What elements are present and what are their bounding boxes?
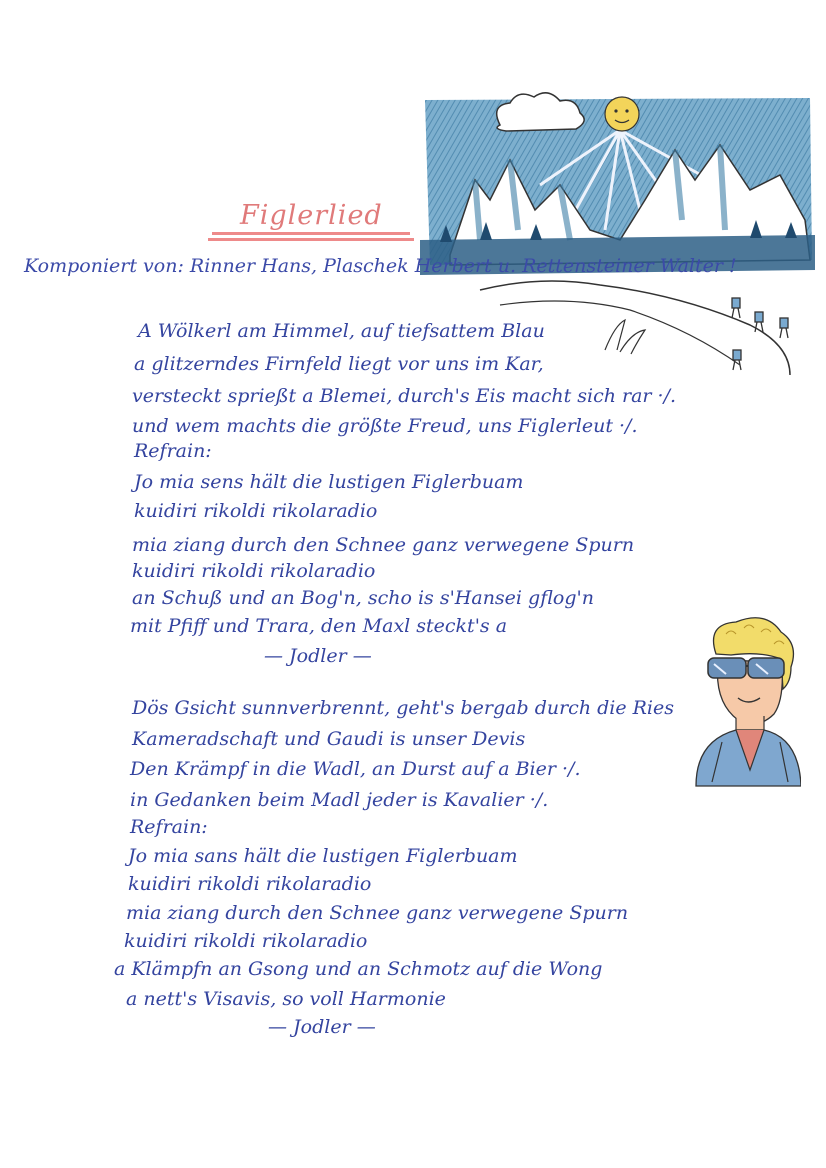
title-underline — [212, 232, 410, 235]
refrain2-line-5: a Klämpfn an Gsong und an Schmotz auf die Wong — [114, 958, 603, 980]
refrain1-line-1: Jo mia sens hält die lustigen Figlerbuam — [134, 471, 524, 493]
refrain2-line-4: kuidiri rikoldi rikolaradio — [124, 930, 368, 952]
verse1-line-2: a glitzerndes Firnfeld liegt vor uns im Kar, — [134, 353, 544, 375]
jodler-1: — Jodler — — [264, 645, 372, 667]
refrain1-line-4: kuidiri rikoldi rikolaradio — [132, 560, 376, 582]
verse2-line-1: Dös Gsicht sunnverbrennt, geht's bergab durch die Ries — [132, 697, 674, 719]
verse2-line-3: Den Krämpf in die Wadl, an Durst auf a Bier ·/. — [130, 758, 581, 780]
refrain1-line-3: mia ziang durch den Schnee ganz verwegene Spurn — [132, 534, 635, 556]
jodler-2: — Jodler — — [268, 1016, 376, 1038]
composers-line: Komponiert von: Rinner Hans, Plaschek Herbert u. Rettensteiner Walter ! — [24, 255, 737, 277]
refrain1-line-5: an Schuß und an Bog'n, scho is s'Hansei gflog'n — [132, 587, 594, 609]
refrain-label-2: Refrain: — [130, 816, 208, 838]
refrain1-line-2: kuidiri rikoldi rikolaradio — [134, 500, 378, 522]
title-underline-second — [208, 238, 414, 241]
mountain-illustration — [420, 90, 815, 390]
song-title: Figlerlied — [240, 200, 383, 231]
verse2-line-4: in Gedanken beim Madl jeder is Kavalier ·/. — [130, 789, 549, 811]
refrain2-line-6: a nett's Visavis, so voll Harmonie — [126, 988, 446, 1010]
refrain-label-1: Refrain: — [134, 440, 212, 462]
refrain2-line-3: mia ziang durch den Schnee ganz verwegene Spurn — [126, 902, 629, 924]
verse1-line-1: A Wölkerl am Himmel, auf tiefsattem Blau — [138, 320, 545, 342]
verse1-line-4: und wem machts die größte Freud, uns Figlerleut ·/. — [132, 415, 638, 437]
refrain2-line-1: Jo mia sans hält die lustigen Figlerbuam — [128, 845, 518, 867]
refrain1-line-6: mit Pfiff und Trara, den Maxl steckt's a — [130, 615, 508, 637]
verse1-line-3: versteckt sprießt a Blemei, durch's Eis macht sich rar ·/. — [132, 385, 677, 407]
skier-portrait-illustration — [686, 614, 801, 789]
verse2-line-2: Kameradschaft und Gaudi is unser Devis — [132, 728, 526, 750]
refrain2-line-2: kuidiri rikoldi rikolaradio — [128, 873, 372, 895]
